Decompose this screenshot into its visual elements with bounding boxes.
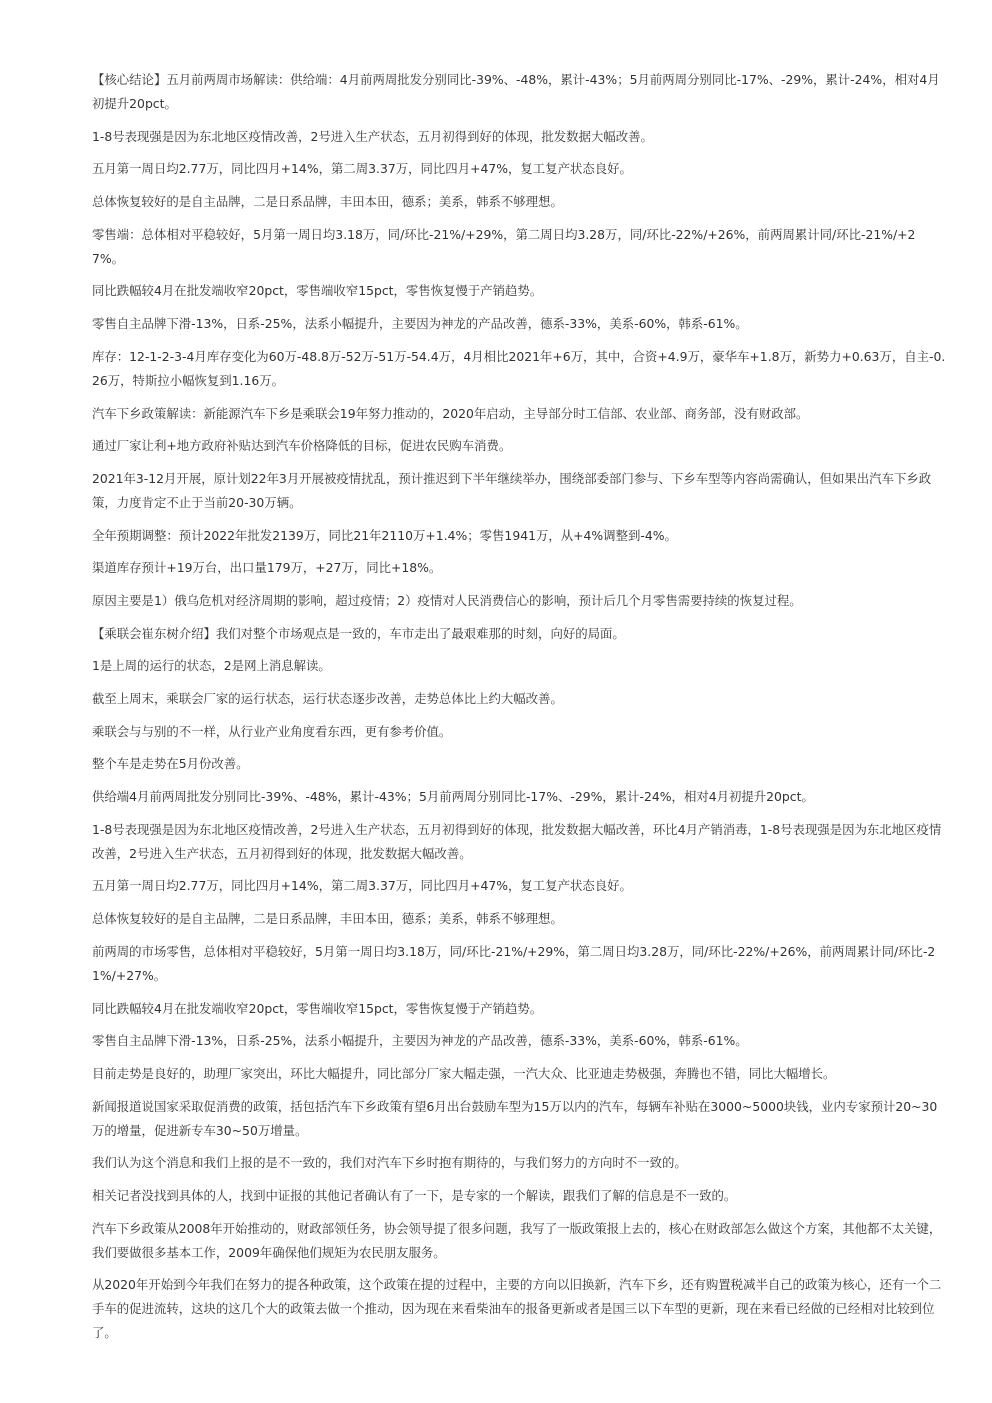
paragraph: 五月第一周日均2.77万，同比四月+14%，第二周3.37万，同比四月+47%，复工复产状态良好。 [92, 161, 632, 177]
paragraph: 【乘联会崔东树介绍】我们对整个市场观点是一致的，车市走出了最艰难那的时刻，向好的局面。 [92, 625, 625, 641]
paragraph: 总体恢复较好的是自主品牌，二是日系品牌，丰田本田，德系；美系，韩系不够理想。 [92, 911, 563, 927]
paragraph: 截至上周末，乘联会厂家的运行状态，运行状态逐步改善，走势总体比上约大幅改善。 [92, 691, 563, 706]
paragraph: 全年预期调整：预计2022年批发2139万，同比21年2110万+1.4%；零售1941万，从+4%调整到-4%。 [92, 527, 677, 543]
paragraph: 渠道库存预计+19万台，出口量179万，+27万，同比+18%。 [92, 560, 442, 576]
paragraph: 【核心结论】五月前两周市场解读：供给端：4月前两周批发分别同比-39%、-48%，累计-43%；5月前两周分别同比-17%、-29%，累计-24%，相对4月初提升20pct。 [92, 72, 940, 111]
paragraph: 供给端4月前两周批发分别同比-39%、-48%，累计-43%；5月前两周分别同比-17%、-29%，累计-24%，相对4月初提升20pct。 [92, 789, 814, 805]
paragraph: 前两周的市场零售，总体相对平稳较好，5月第一周日均3.18万，同/环比-21%/+29%，第二周日均3.28万，同/环比-22%/+26%，前两周累计同/环比-21%/+27%。 [92, 943, 936, 983]
paragraph: 通过厂家让利+地方政府补贴达到汽车价格降低的目标，促进农民购车消费。 [92, 438, 512, 454]
paragraph: 汽车下乡政策解读：新能源汽车下乡是乘联会19年努力推动的，2020年启动，主导部分时工信部、农业部、商务部，没有财政部。 [92, 405, 809, 421]
paragraph: 汽车下乡政策从2008年开始推动的，财政部领任务，协会领导提了很多问题，我写了一版政策报上去的，核心在财政部怎么做这个方案，其他都不太关键，我们要做很多基本工作，2009年确保他们规矩为农民朋友服务。 [92, 1220, 942, 1260]
paragraph: 新闻报道说国家采取促消费的政策，括包括汽车下乡政策有望6月出台鼓励车型为15万以内的汽车，每辆车补贴在3000~5000块钱，业内专家预计20~30万的增量，促进新专车30~50万增量。 [92, 1098, 938, 1138]
paragraph: 相关记者没找到具体的人，找到中证报的其他记者确认有了一下，是专家的一个解读，跟我们了解的信息是不一致的。 [92, 1187, 737, 1203]
paragraph: 零售自主品牌下滑-13%，日系-25%，法系小幅提升，主要因为神龙的产品改善，德系-33%，美系-60%，韩系-61%。 [92, 1033, 748, 1049]
paragraph: 2021年3-12月开展，原计划22年3月开展被疫情扰乱，预计推迟到下半年继续举办，围绕部委部门参与、下乡车型等内容尚需确认，但如果出汽车下乡政策，力度肯定不止于当前20-30万辆。 [92, 470, 932, 510]
document-body [92, 68, 947, 1354]
paragraph: 目前走势是良好的，助理厂家突出，环比大幅提升，同比部分厂家大幅走强，一汽大众、比亚迪走势极强，奔腾也不错，同比大幅增长。 [92, 1065, 836, 1081]
paragraph: 1-8号表现强是因为东北地区疫情改善，2号进入生产状态，五月初得到好的体现，批发数据大幅改善。 [92, 128, 653, 144]
paragraph: 同比跌幅较4月在批发端收窄20pct，零售端收窄15pct，零售恢复慢于产销趋势。 [92, 283, 543, 299]
paragraph: 零售端：总体相对平稳较好，5月第一周日均3.18万，同/环比-21%/+29%，第二周日均3.28万，同/环比-22%/+26%，前两周累计同/环比-21%/+27%。 [92, 226, 916, 266]
paragraph: 原因主要是1）俄乌危机对经济周期的影响，超过疫情；2）疫情对人民消费信心的影响，预计后几个月零售需要持续的恢复过程。 [92, 592, 802, 608]
paragraph: 乘联会与与别的不一样，从行业产业角度看东西，更有参考价值。 [92, 723, 452, 739]
paragraph: 总体恢复较好的是自主品牌，二是日系品牌，丰田本田，德系；美系，韩系不够理想。 [92, 194, 563, 210]
paragraph: 零售自主品牌下滑-13%，日系-25%，法系小幅提升，主要因为神龙的产品改善，德系-33%，美系-60%，韩系-61%。 [92, 316, 748, 332]
paragraph: 库存：12-1-2-3-4月库存变化为60万-48.8万-52万-51万-54.4万，4月相比2021年+6万，其中，合资+4.9万，豪华车+1.8万，新势力+0.63万，自主-0.26万，特斯拉小幅恢复到1.16万。 [92, 348, 946, 388]
paragraph: 五月第一周日均2.77万，同比四月+14%，第二周3.37万，同比四月+47%，复工复产状态良好。 [92, 878, 632, 894]
paragraph: 从2020年开始到今年我们在努力的提各种政策，这个政策在提的过程中，主要的方向以旧换新，汽车下乡，还有购置税减半自己的政策为核心，还有一个二手车的促进流转，这块的这几个大的政策去做一个推动，因为现在来看柴油车的报备更新或者是国三以下车型的更新，现在来看已经做的已经相对比较到位了。 [92, 1277, 942, 1341]
paragraph: 1-8号表现强是因为东北地区疫情改善，2号进入生产状态，五月初得到好的体现，批发数据大幅改善，环比4月产销消毒，1-8号表现强是因为东北地区疫情改善，2号进入生产状态，五月初得到好的体现，批发数据大幅改善。 [92, 821, 942, 861]
paragraph: 同比跌幅较4月在批发端收窄20pct，零售端收窄15pct，零售恢复慢于产销趋势。 [92, 1000, 543, 1016]
paragraph: 1是上周的运行的状态，2是网上消息解读。 [92, 658, 331, 674]
paragraph: 整个车是走势在5月份改善。 [92, 756, 249, 772]
paragraph: 我们认为这个消息和我们上报的是不一致的，我们对汽车下乡时抱有期待的，与我们努力的方向时不一致的。 [92, 1155, 687, 1171]
